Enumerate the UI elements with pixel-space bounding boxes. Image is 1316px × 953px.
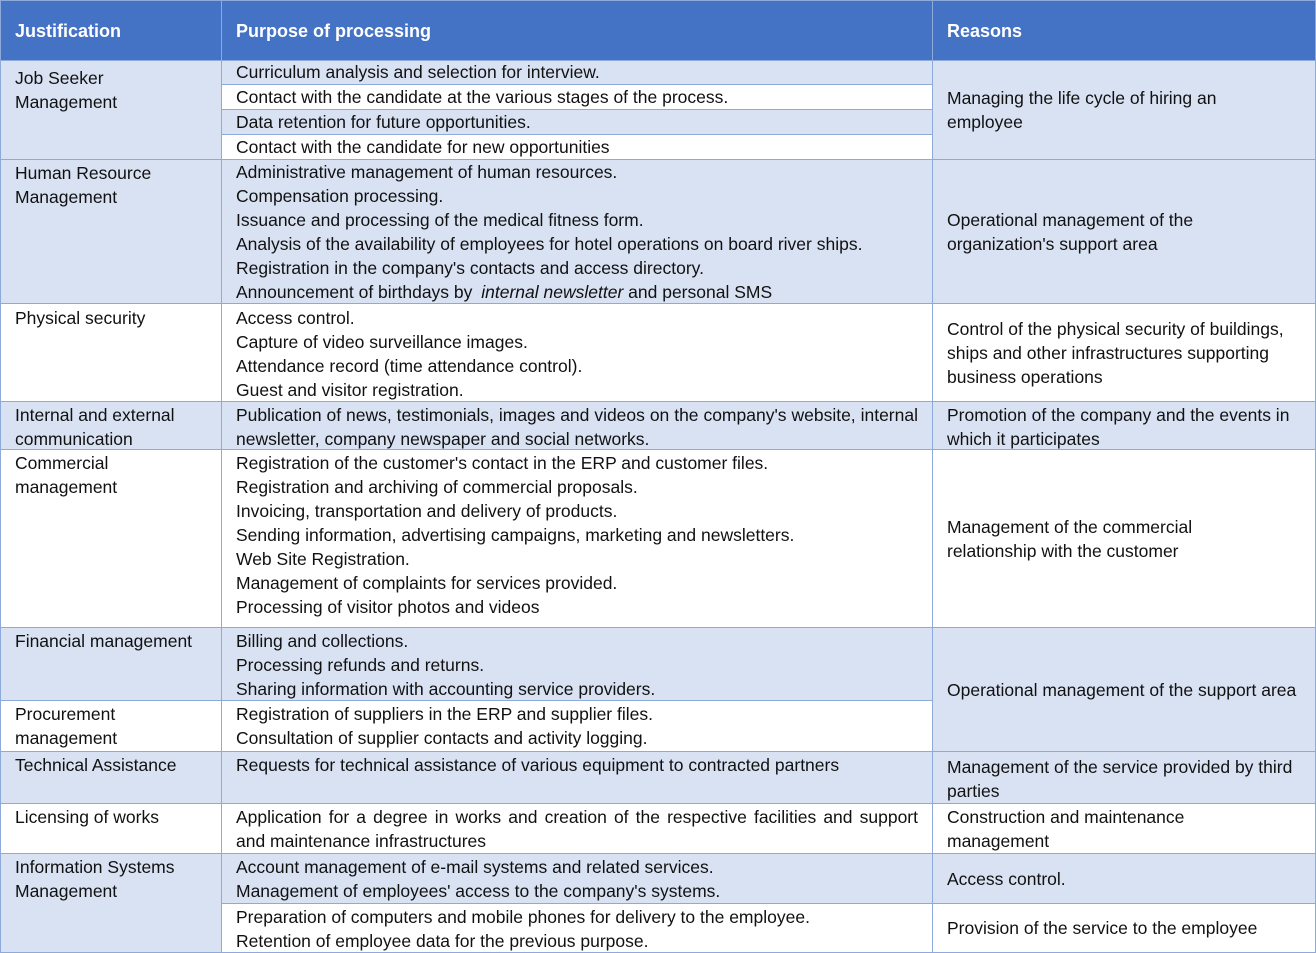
justification-hr <box>0 159 222 304</box>
justification-text: Procurement management <box>15 704 118 748</box>
purpose-text: Consultation of supplier contacts and activity logging. <box>236 728 648 748</box>
justification-info-systems <box>0 853 222 953</box>
header-label: Purpose of processing <box>236 20 432 41</box>
header-justification <box>0 0 222 61</box>
purpose-licensing <box>221 803 933 854</box>
header-label: Reasons <box>947 20 1023 41</box>
reason-text: Construction and maintenance management <box>947 807 1185 851</box>
purpose-row <box>221 84 933 110</box>
reason-licensing <box>932 803 1316 854</box>
reason-physical <box>932 303 1316 402</box>
purpose-text: Publication of news, testimonials, images and videos on the company's website, internal newsletter, company newspaper and social networks. <box>236 405 918 449</box>
purpose-text: Web Site Registration. <box>236 549 410 569</box>
purpose-text: Sharing information with accounting service providers. <box>236 679 656 699</box>
reason-financial-procurement <box>932 627 1316 752</box>
purpose-row <box>221 109 933 135</box>
purpose-text: Billing and collections. <box>236 631 409 651</box>
purpose-text: Registration and archiving of commercial proposals. <box>236 477 638 497</box>
justification-text: Technical Assistance <box>15 755 177 775</box>
justification-text: Financial management <box>15 631 193 651</box>
purpose-text: Sending information, advertising campaigns, marketing and newsletters. <box>236 525 795 545</box>
purpose-text: Capture of video surveillance images. <box>236 332 528 352</box>
reason-hr <box>932 159 1316 304</box>
purpose-procurement <box>221 700 933 752</box>
purpose-text: Processing refunds and returns. <box>236 655 485 675</box>
purpose-text: Retention of employee data for the previous purpose. <box>236 931 649 951</box>
justification-technical <box>0 751 222 804</box>
purpose-text: Preparation of computers and mobile phones for delivery to the employee. <box>236 907 810 927</box>
header-reasons <box>932 0 1316 61</box>
reason-text: Operational management of the organization's support area <box>947 209 1194 254</box>
reason-text: Management of the commercial relationship with the customer <box>947 516 1193 561</box>
justification-procurement <box>0 700 222 752</box>
purpose-text: Registration of the customer's contact in the ERP and customer files. <box>236 453 769 473</box>
justification-text: Human Resource Management <box>15 163 152 207</box>
justification-communication <box>0 401 222 450</box>
purpose-text-italic: internal newsletter <box>481 282 624 302</box>
purpose-text: Analysis of the availability of employees for hotel operations on board river ships. <box>236 234 863 254</box>
reason-info-systems-b <box>932 903 1316 953</box>
reason-text: Control of the physical security of buildings, ships and other infrastructures supporting business operations <box>947 318 1284 387</box>
reason-text: Provision of the service to the employee <box>947 918 1258 938</box>
purpose-text: Processing of visitor photos and videos <box>236 597 540 617</box>
purpose-technical <box>221 751 933 804</box>
purpose-text: Invoicing, transportation and delivery of products. <box>236 501 618 521</box>
justification-text: Licensing of works <box>15 807 159 827</box>
purpose-text: Attendance record (time attendance control). <box>236 356 583 376</box>
purpose-text: Administrative management of human resources. <box>236 162 618 182</box>
purpose-text: Management of employees' access to the company's systems. <box>236 881 721 901</box>
reason-technical <box>932 751 1316 804</box>
purpose-text: Management of complaints for services provided. <box>236 573 618 593</box>
purpose-text: Registration of suppliers in the ERP and supplier files. <box>236 704 653 724</box>
purpose-text-part: and personal SMS <box>623 282 773 302</box>
justification-financial <box>0 627 222 701</box>
reason-text: Managing the life cycle of hiring an employee <box>947 88 1217 132</box>
header-label: Justification <box>15 20 122 41</box>
purpose-text: Application for a degree in works and creation of the respective facilities and support and maintenance infrastructures <box>236 807 918 851</box>
justification-commercial <box>0 449 222 628</box>
header-purpose <box>221 0 933 61</box>
reason-text: Access control. <box>947 868 1066 889</box>
justification-licensing <box>0 803 222 854</box>
purpose-text: Registration in the company's contacts and access directory. <box>236 258 704 278</box>
purpose-text: Issuance and processing of the medical fitness form. <box>236 210 644 230</box>
purpose-text: Access control. <box>236 308 355 328</box>
purpose-info-systems-a <box>221 853 933 904</box>
reason-text: Promotion of the company and the events in which it participates <box>947 405 1290 449</box>
purpose-communication <box>221 401 933 450</box>
purpose-row <box>221 134 933 160</box>
reason-communication <box>932 401 1316 450</box>
justification-text: Physical security <box>15 308 146 328</box>
purpose-text: Account management of e-mail systems and related services. <box>236 857 714 877</box>
purpose-text <box>236 280 918 304</box>
justification-text: Job Seeker Management <box>15 68 118 112</box>
purpose-hr <box>221 159 933 304</box>
purpose-physical <box>221 303 933 402</box>
purpose-text: Contact with the candidate at the various stages of the process. <box>236 87 729 107</box>
purpose-financial <box>221 627 933 701</box>
reason-text: Management of the service provided by third parties <box>947 757 1293 801</box>
justification-job-seeker <box>0 60 222 160</box>
justification-physical <box>0 303 222 402</box>
purpose-text: Requests for technical assistance of various equipment to contracted partners <box>236 755 840 775</box>
purpose-text: Guest and visitor registration. <box>236 380 464 400</box>
purpose-commercial <box>221 449 933 628</box>
reason-job-seeker <box>932 60 1316 160</box>
justification-text: Information Systems Management <box>15 857 175 901</box>
reason-text: Operational management of the support area <box>947 679 1297 700</box>
justification-text: Commercial management <box>15 453 118 497</box>
purpose-text-part: Announcement of birthdays by <box>236 282 478 302</box>
purpose-info-systems-b <box>221 903 933 953</box>
purpose-text: Curriculum analysis and selection for interview. <box>236 62 600 82</box>
purpose-text: Contact with the candidate for new opportunities <box>236 137 610 157</box>
purpose-text: Data retention for future opportunities. <box>236 112 531 132</box>
purpose-text: Compensation processing. <box>236 186 444 206</box>
justification-text: Internal and external communication <box>15 405 175 449</box>
reason-info-systems-a <box>932 853 1316 904</box>
purpose-row <box>221 60 933 85</box>
reason-commercial <box>932 449 1316 628</box>
